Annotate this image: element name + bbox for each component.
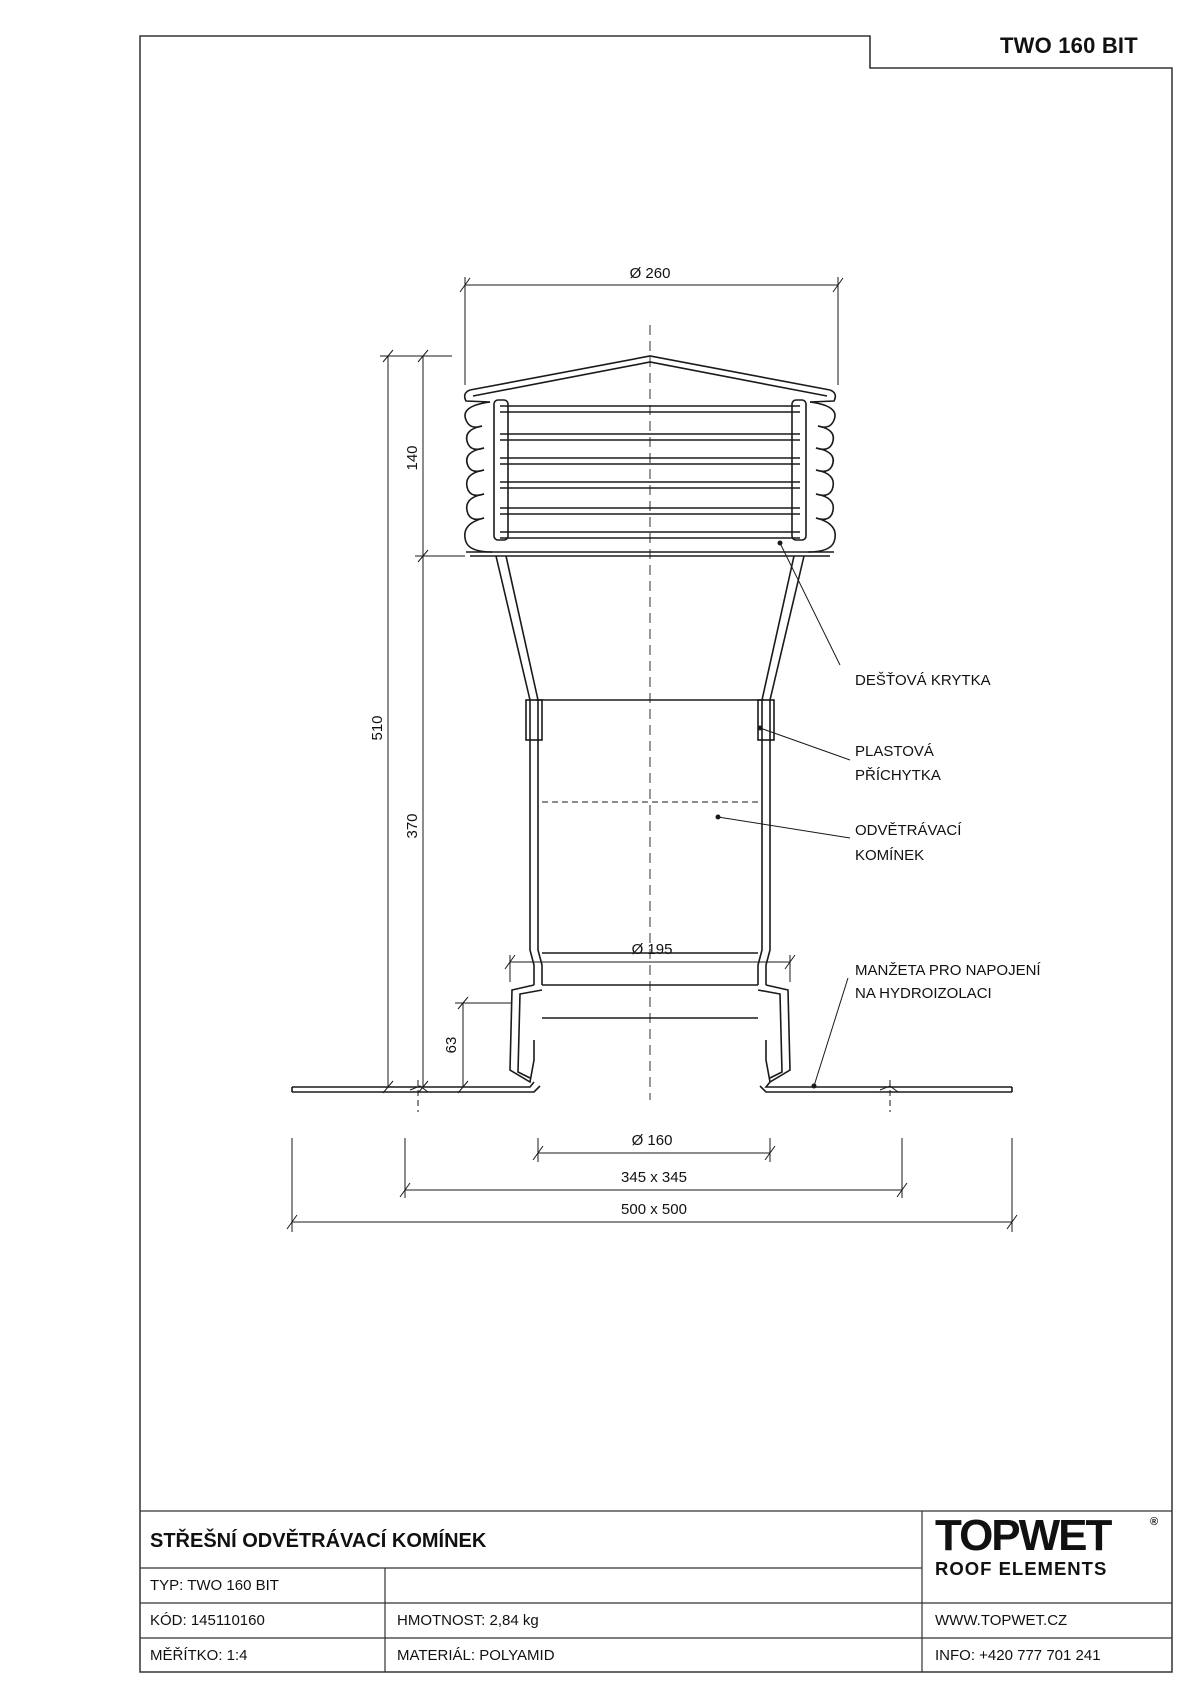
scale-field: MĚŘÍTKO: 1:4 [150, 1647, 248, 1664]
code-field: KÓD: 145110160 [150, 1612, 265, 1629]
plastic-clip-right [758, 700, 774, 740]
label-collar-1: MANŽETA PRO NAPOJENÍ [855, 962, 1041, 979]
weight-field: HMOTNOST: 2,84 kg [397, 1612, 539, 1629]
dim-510: 510 [369, 715, 386, 741]
label-plastic-clip-1: PLASTOVÁ [855, 743, 934, 760]
label-plastic-clip-2: PŘÍCHYTKA [855, 767, 941, 784]
plastic-clip-left [526, 700, 542, 740]
dim-d160: Ø 160 [631, 1132, 673, 1149]
logo-subtitle: ROOF ELEMENTS [935, 1558, 1108, 1579]
dim-d260: Ø 260 [629, 265, 671, 282]
dim-345: 345 x 345 [621, 1169, 687, 1186]
dim-d195: Ø 195 [631, 941, 673, 958]
dim-500: 500 x 500 [621, 1201, 687, 1218]
type-field: TYP: TWO 160 BIT [150, 1577, 279, 1594]
dim-63: 63 [443, 1036, 460, 1054]
material-field: MATERIÁL: POLYAMID [397, 1647, 555, 1664]
registered-mark: ® [1150, 1516, 1159, 1528]
contact-info: INFO: +420 777 701 241 [935, 1647, 1101, 1664]
label-rain-cap: DEŠŤOVÁ KRYTKA [855, 672, 991, 689]
topwet-logo: TOPWET [935, 1511, 1111, 1560]
label-collar-2: NA HYDROIZOLACI [855, 985, 992, 1002]
website-link[interactable]: WWW.TOPWET.CZ [935, 1612, 1068, 1629]
dim-140: 140 [404, 445, 421, 471]
label-vent-chimney-2: KOMÍNEK [855, 847, 925, 864]
label-vent-chimney-1: ODVĚTRÁVACÍ [855, 822, 962, 839]
header-title: TWO 160 BIT [1000, 33, 1138, 58]
dim-370: 370 [404, 813, 421, 839]
leader-lines [716, 541, 850, 1088]
product-name: STŘEŠNÍ ODVĚTRÁVACÍ KOMÍNEK [150, 1530, 487, 1552]
